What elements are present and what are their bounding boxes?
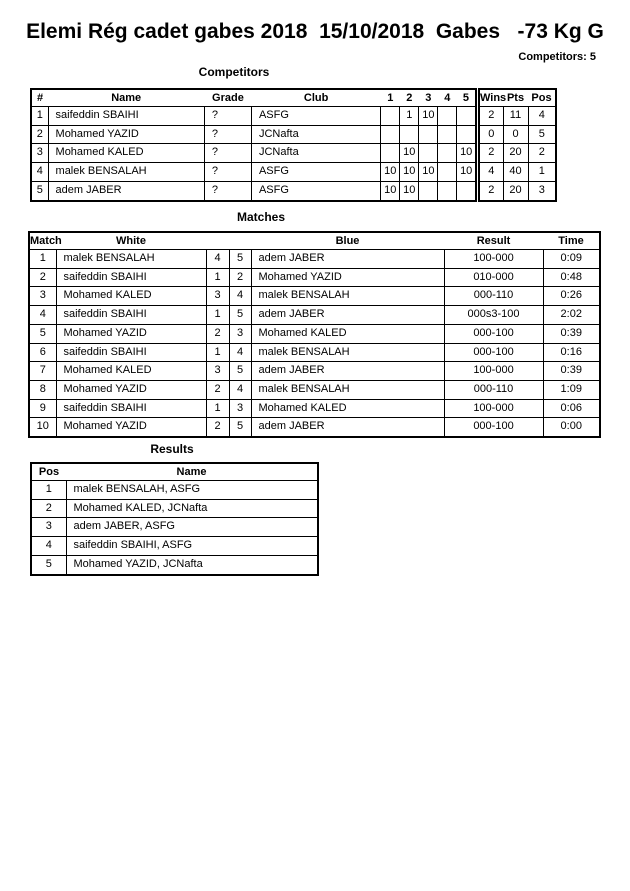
match-blue-competitor-number: 5 bbox=[229, 418, 251, 437]
match-blue-competitor-number: 5 bbox=[229, 306, 251, 325]
competitor-points: 20 bbox=[503, 144, 528, 163]
competitor-wins: 2 bbox=[479, 181, 503, 200]
competitor-row bbox=[31, 125, 476, 144]
match-time: 0:48 bbox=[543, 268, 600, 287]
competitor-match-score: 10 bbox=[400, 144, 419, 163]
competitor-row bbox=[31, 144, 476, 163]
competitor-position: 3 bbox=[528, 181, 556, 200]
match-white-name: malek BENSALAH bbox=[56, 250, 206, 269]
match-blue-name: malek BENSALAH bbox=[251, 343, 444, 362]
competitors-column-header: Club bbox=[251, 89, 380, 107]
result-name: adem JABER, ASFG bbox=[66, 518, 318, 537]
match-time: 0:00 bbox=[543, 418, 600, 437]
match-time: 0:06 bbox=[543, 399, 600, 418]
match-row bbox=[29, 250, 600, 269]
match-result: 100-000 bbox=[444, 399, 543, 418]
competitor-grade: ? bbox=[204, 144, 251, 163]
competitor-match-score bbox=[419, 144, 438, 163]
matches-column-header: Result bbox=[444, 232, 543, 250]
match-number: 1 bbox=[29, 250, 56, 269]
competitor-grade: ? bbox=[204, 107, 251, 126]
competitor-club: JCNafta bbox=[251, 144, 380, 163]
match-number: 3 bbox=[29, 287, 56, 306]
competitors-column-header: 3 bbox=[419, 89, 438, 107]
competitor-points: 11 bbox=[503, 107, 528, 126]
match-white-name: saifeddin SBAIHI bbox=[56, 306, 206, 325]
competitor-position: 4 bbox=[528, 107, 556, 126]
match-row bbox=[29, 306, 600, 325]
competitors-table bbox=[30, 88, 477, 202]
competitor-match-score bbox=[400, 125, 419, 144]
competitor-grade: ? bbox=[204, 125, 251, 144]
competitors-section bbox=[30, 88, 557, 202]
match-result: 100-000 bbox=[444, 362, 543, 381]
matches-table bbox=[28, 231, 601, 438]
competitors-column-header: 4 bbox=[438, 89, 457, 107]
competitor-match-score bbox=[381, 144, 400, 163]
competitor-number: 1 bbox=[31, 107, 48, 126]
results-column-header: Pos bbox=[31, 463, 66, 481]
match-time: 2:02 bbox=[543, 306, 600, 325]
match-blue-name: adem JABER bbox=[251, 418, 444, 437]
competitor-row bbox=[31, 181, 476, 200]
result-name: Mohamed KALED, JCNafta bbox=[66, 499, 318, 518]
match-time: 0:09 bbox=[543, 250, 600, 269]
match-result: 000-110 bbox=[444, 380, 543, 399]
competitor-name: saifeddin SBAIHI bbox=[48, 107, 204, 126]
results-table bbox=[30, 462, 319, 576]
competitors-points-header-row bbox=[479, 89, 556, 107]
competitor-match-score bbox=[438, 125, 457, 144]
match-blue-competitor-number: 4 bbox=[229, 343, 251, 362]
match-white-name: saifeddin SBAIHI bbox=[56, 268, 206, 287]
match-row bbox=[29, 362, 600, 381]
match-result: 000-100 bbox=[444, 324, 543, 343]
competitor-row bbox=[31, 107, 476, 126]
match-result: 000-100 bbox=[444, 418, 543, 437]
result-name: Mohamed YAZID, JCNafta bbox=[66, 555, 318, 574]
result-row bbox=[31, 481, 318, 500]
competitors-column-header: Wins bbox=[479, 89, 503, 107]
competitor-match-score bbox=[438, 163, 457, 182]
matches-header-row bbox=[29, 232, 600, 250]
match-white-name: saifeddin SBAIHI bbox=[56, 399, 206, 418]
competitors-points-table bbox=[478, 88, 557, 202]
competitor-points: 0 bbox=[503, 125, 528, 144]
competitors-column-header: 5 bbox=[457, 89, 476, 107]
match-time: 0:26 bbox=[543, 287, 600, 306]
result-position: 5 bbox=[31, 555, 66, 574]
match-white-name: Mohamed KALED bbox=[56, 287, 206, 306]
match-blue-name: Mohamed KALED bbox=[251, 399, 444, 418]
result-position: 4 bbox=[31, 537, 66, 556]
match-row bbox=[29, 268, 600, 287]
match-white-competitor-number: 4 bbox=[206, 250, 229, 269]
results-heading: Results bbox=[150, 442, 194, 456]
match-blue-competitor-number: 5 bbox=[229, 250, 251, 269]
result-position: 3 bbox=[31, 518, 66, 537]
matches-column-header: Blue bbox=[251, 232, 444, 250]
competitor-points: 40 bbox=[503, 163, 528, 182]
match-white-name: Mohamed YAZID bbox=[56, 380, 206, 399]
match-result: 000s3-100 bbox=[444, 306, 543, 325]
match-blue-name: Mohamed YAZID bbox=[251, 268, 444, 287]
competitor-match-score: 10 bbox=[419, 163, 438, 182]
competitor-points-row bbox=[479, 125, 556, 144]
match-white-name: Mohamed YAZID bbox=[56, 324, 206, 343]
match-white-competitor-number: 2 bbox=[206, 418, 229, 437]
match-blue-competitor-number: 2 bbox=[229, 268, 251, 287]
competitor-match-score: 10 bbox=[457, 163, 476, 182]
match-number: 7 bbox=[29, 362, 56, 381]
match-white-competitor-number: 1 bbox=[206, 306, 229, 325]
competitor-row bbox=[31, 163, 476, 182]
competitors-column-header: Pts bbox=[503, 89, 528, 107]
match-result: 000-110 bbox=[444, 287, 543, 306]
competitors-header-row bbox=[31, 89, 476, 107]
match-white-competitor-number: 3 bbox=[206, 362, 229, 381]
results-header-row bbox=[31, 463, 318, 481]
competitor-club: JCNafta bbox=[251, 125, 380, 144]
matches-column-header bbox=[229, 232, 251, 250]
competitor-match-score: 10 bbox=[457, 144, 476, 163]
competitors-column-header: # bbox=[31, 89, 48, 107]
result-name: saifeddin SBAIHI, ASFG bbox=[66, 537, 318, 556]
competitor-number: 2 bbox=[31, 125, 48, 144]
competitor-match-score: 10 bbox=[400, 181, 419, 200]
competitor-match-score: 1 bbox=[400, 107, 419, 126]
matches-column-header: Match bbox=[29, 232, 56, 250]
competitor-position: 5 bbox=[528, 125, 556, 144]
competitor-club: ASFG bbox=[251, 107, 380, 126]
match-blue-competitor-number: 5 bbox=[229, 362, 251, 381]
competitors-column-header: 2 bbox=[400, 89, 419, 107]
competitors-column-header: Pos bbox=[528, 89, 556, 107]
competitor-number: 3 bbox=[31, 144, 48, 163]
competitor-name: malek BENSALAH bbox=[48, 163, 204, 182]
match-blue-name: malek BENSALAH bbox=[251, 380, 444, 399]
result-row bbox=[31, 555, 318, 574]
competitor-grade: ? bbox=[204, 163, 251, 182]
match-blue-name: adem JABER bbox=[251, 306, 444, 325]
match-white-competitor-number: 3 bbox=[206, 287, 229, 306]
result-row bbox=[31, 537, 318, 556]
competitor-match-score bbox=[381, 107, 400, 126]
match-number: 9 bbox=[29, 399, 56, 418]
match-white-name: Mohamed KALED bbox=[56, 362, 206, 381]
competitor-match-score: 10 bbox=[400, 163, 419, 182]
match-blue-name: adem JABER bbox=[251, 250, 444, 269]
competitor-match-score bbox=[438, 107, 457, 126]
match-time: 0:39 bbox=[543, 324, 600, 343]
match-blue-competitor-number: 4 bbox=[229, 287, 251, 306]
competitor-points-row bbox=[479, 181, 556, 200]
match-number: 10 bbox=[29, 418, 56, 437]
match-blue-competitor-number: 3 bbox=[229, 399, 251, 418]
match-row bbox=[29, 380, 600, 399]
competitor-club: ASFG bbox=[251, 163, 380, 182]
match-result: 000-100 bbox=[444, 343, 543, 362]
match-row bbox=[29, 324, 600, 343]
competitor-number: 4 bbox=[31, 163, 48, 182]
result-position: 1 bbox=[31, 481, 66, 500]
match-result: 100-000 bbox=[444, 250, 543, 269]
match-row bbox=[29, 418, 600, 437]
competitor-match-score bbox=[438, 181, 457, 200]
result-row bbox=[31, 518, 318, 537]
competitor-match-score bbox=[381, 125, 400, 144]
results-column-header: Name bbox=[66, 463, 318, 481]
competitor-match-score bbox=[457, 181, 476, 200]
competitor-grade: ? bbox=[204, 181, 251, 200]
match-white-competitor-number: 1 bbox=[206, 399, 229, 418]
match-row bbox=[29, 343, 600, 362]
match-blue-competitor-number: 3 bbox=[229, 324, 251, 343]
competitor-match-score: 10 bbox=[419, 107, 438, 126]
match-time: 1:09 bbox=[543, 380, 600, 399]
match-blue-name: Mohamed KALED bbox=[251, 324, 444, 343]
competitor-match-score bbox=[419, 181, 438, 200]
competitors-column-header: Grade bbox=[204, 89, 251, 107]
match-row bbox=[29, 399, 600, 418]
competitor-points-row bbox=[479, 163, 556, 182]
competitor-match-score bbox=[419, 125, 438, 144]
match-row bbox=[29, 287, 600, 306]
competitor-name: Mohamed YAZID bbox=[48, 125, 204, 144]
competitor-wins: 2 bbox=[479, 144, 503, 163]
matches-heading: Matches bbox=[236, 210, 286, 224]
matches-column-header: Time bbox=[543, 232, 600, 250]
competitor-points: 20 bbox=[503, 181, 528, 200]
match-blue-competitor-number: 4 bbox=[229, 380, 251, 399]
result-row bbox=[31, 499, 318, 518]
match-time: 0:16 bbox=[543, 343, 600, 362]
competitors-count: Competitors: 5 bbox=[518, 51, 596, 63]
matches-column-header: White bbox=[56, 232, 206, 250]
competitors-column-header: Name bbox=[48, 89, 204, 107]
competitors-column-header: 1 bbox=[381, 89, 400, 107]
match-number: 8 bbox=[29, 380, 56, 399]
match-white-competitor-number: 2 bbox=[206, 380, 229, 399]
matches-column-header bbox=[206, 232, 229, 250]
result-position: 2 bbox=[31, 499, 66, 518]
competitor-points-row bbox=[479, 144, 556, 163]
competitor-wins: 2 bbox=[479, 107, 503, 126]
competitor-match-score: 10 bbox=[381, 181, 400, 200]
competitor-match-score bbox=[457, 107, 476, 126]
competitor-wins: 0 bbox=[479, 125, 503, 144]
match-white-competitor-number: 2 bbox=[206, 324, 229, 343]
match-time: 0:39 bbox=[543, 362, 600, 381]
competitor-name: Mohamed KALED bbox=[48, 144, 204, 163]
competitor-wins: 4 bbox=[479, 163, 503, 182]
competitor-number: 5 bbox=[31, 181, 48, 200]
competitor-match-score bbox=[457, 125, 476, 144]
page-title: Elemi Rég cadet gabes 2018 15/10/2018 Gabes -73 Kg G bbox=[26, 20, 604, 43]
competitor-match-score: 10 bbox=[381, 163, 400, 182]
match-white-competitor-number: 1 bbox=[206, 343, 229, 362]
match-white-name: Mohamed YAZID bbox=[56, 418, 206, 437]
competitors-heading: Competitors bbox=[198, 65, 270, 79]
match-number: 4 bbox=[29, 306, 56, 325]
result-name: malek BENSALAH, ASFG bbox=[66, 481, 318, 500]
competitor-match-score bbox=[438, 144, 457, 163]
match-blue-name: adem JABER bbox=[251, 362, 444, 381]
competitor-points-row bbox=[479, 107, 556, 126]
match-white-competitor-number: 1 bbox=[206, 268, 229, 287]
competitor-club: ASFG bbox=[251, 181, 380, 200]
match-number: 6 bbox=[29, 343, 56, 362]
match-result: 010-000 bbox=[444, 268, 543, 287]
competitor-name: adem JABER bbox=[48, 181, 204, 200]
match-number: 5 bbox=[29, 324, 56, 343]
competitor-position: 1 bbox=[528, 163, 556, 182]
match-blue-name: malek BENSALAH bbox=[251, 287, 444, 306]
competitor-position: 2 bbox=[528, 144, 556, 163]
match-white-name: saifeddin SBAIHI bbox=[56, 343, 206, 362]
match-number: 2 bbox=[29, 268, 56, 287]
